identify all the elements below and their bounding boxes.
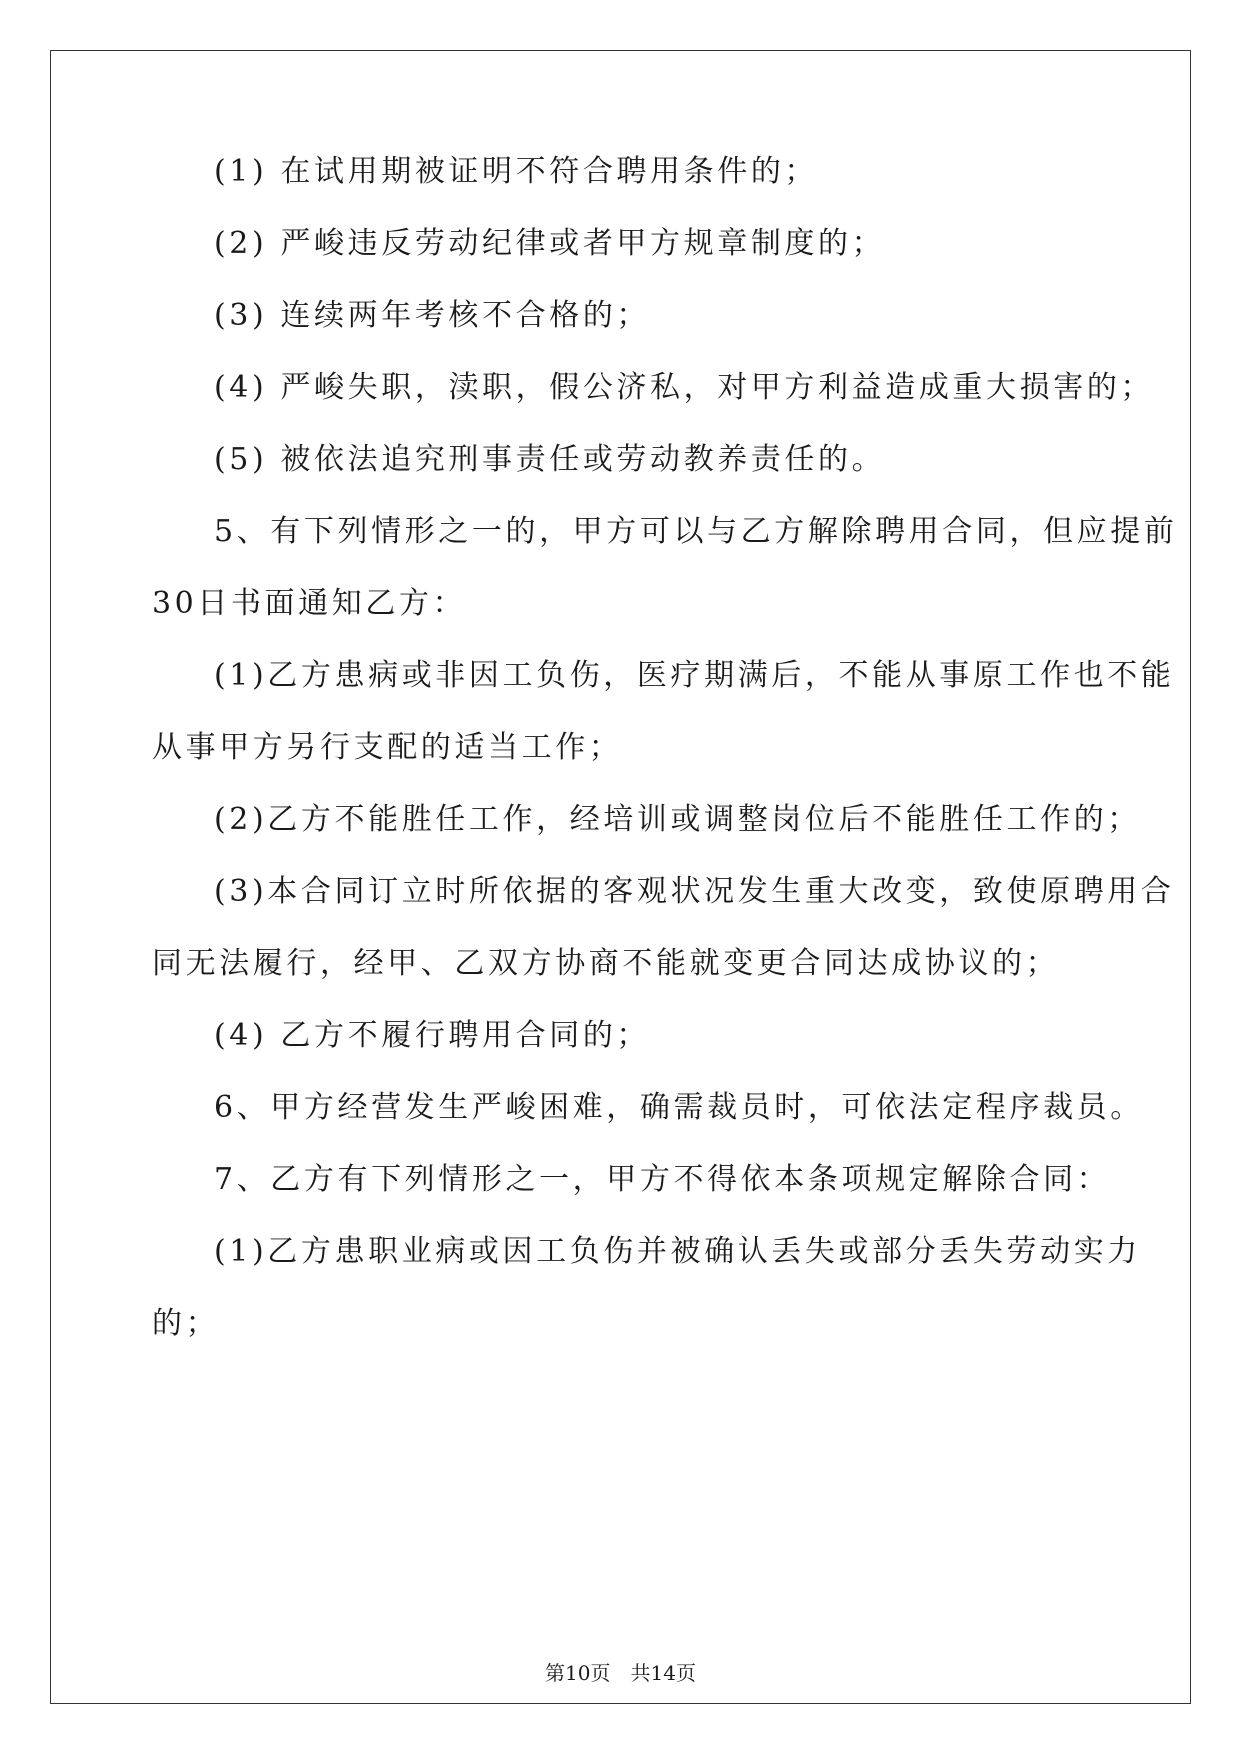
paragraph-line: 同无法履行，经甲、乙双方协商不能就变更合同达成协议的； [152,946,1060,981]
paragraph-line: 30日书面通知乙方： [152,586,467,621]
paragraph-line: (4) 乙方不履行聘用合同的； [214,1018,651,1053]
page-number: 第10页 [545,1661,611,1685]
paragraph-line: 7、乙方有下列情形之一，甲方不得依本条项规定解除合同： [214,1162,1111,1197]
paragraph-line: (5) 被依法追究刑事责任或劳动教养责任的。 [214,442,886,477]
paragraph-line: (1)乙方患职业病或因工负伤并被确认丢失或部分丢失劳动实力 [214,1234,1141,1269]
paragraph-line: 的； [152,1306,220,1341]
page-footer [0,1660,1241,1686]
paragraph-line: (1) 在试用期被证明不符合聘用条件的； [214,154,819,189]
paragraph-line: (4) 严峻失职，渎职，假公济私，对甲方利益造成重大损害的； [214,370,1155,405]
page-total: 共14页 [630,1661,696,1685]
paragraph-line: (3) 连续两年考核不合格的； [214,298,651,333]
paragraph-line: 5、有下列情形之一的，甲方可以与乙方解除聘用合同，但应提前 [214,514,1178,549]
paragraph-line: (2)乙方不能胜任工作，经培训或调整岗位后不能胜任工作的； [214,802,1141,837]
paragraph-line: 从事甲方另行支配的适当工作； [152,730,623,765]
paragraph-line: 6、甲方经营发生严峻困难，确需裁员时，可依法定程序裁员。 [214,1090,1144,1125]
paragraph-line: (1)乙方患病或非因工负伤，医疗期满后，不能从事原工作也不能 [214,658,1175,693]
paragraph-line: (3)本合同订立时所依据的客观状况发生重大改变，致使原聘用合 [214,874,1175,909]
paragraph-line: (2) 严峻违反劳动纪律或者甲方规章制度的； [214,226,886,261]
